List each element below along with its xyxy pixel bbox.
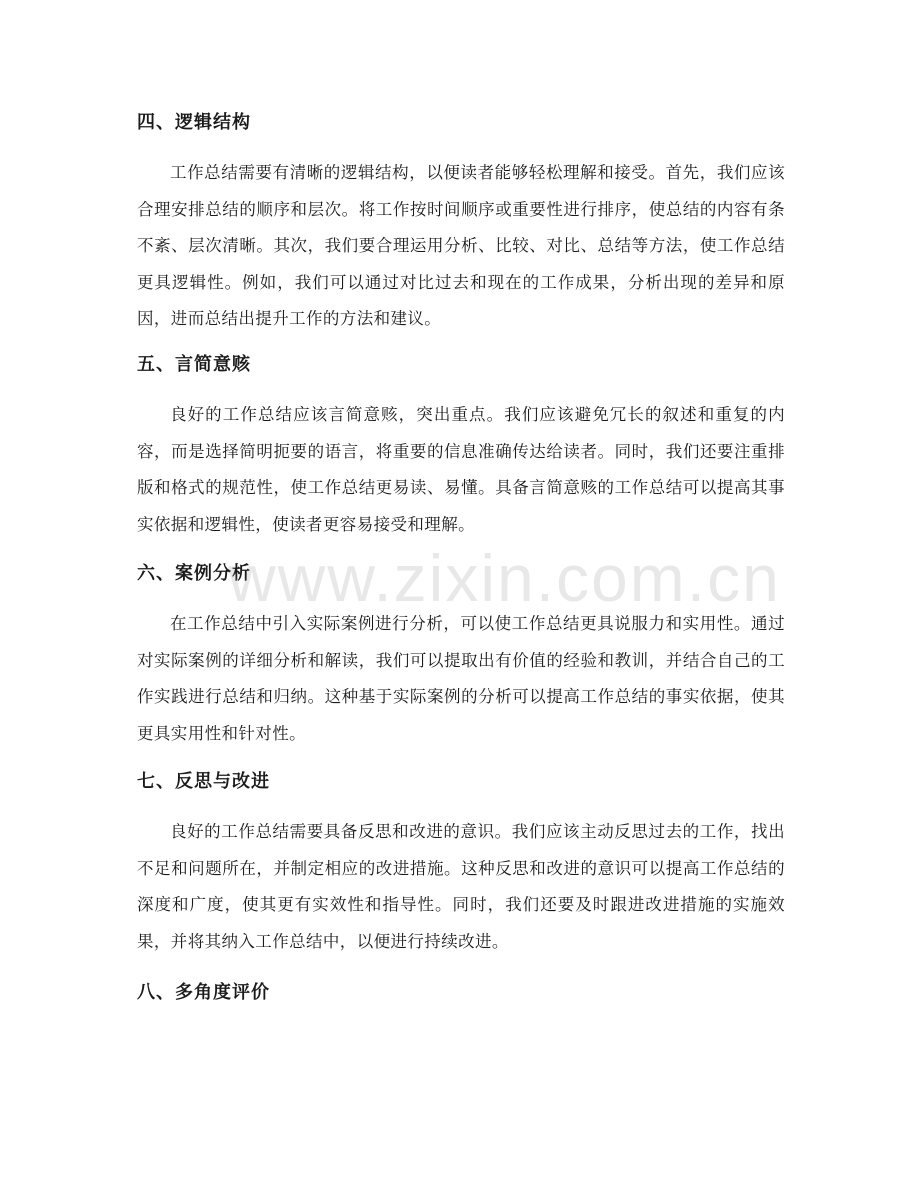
- section-paragraph-concise: 良好的工作总结应该言简意赅，突出重点。我们应该避免冗长的叙述和重复的内容，而是选择简明扼要的语言，将重要的信息准确传达给读者。同时，我们还要注重排版和格式的规范性，使工作总结更易读、易懂。具备言简意赅的工作总结可以提高其事实依据和逻辑性，使读者更容易接受和理解。: [137, 405, 785, 534]
- watermark-text: www.zixin.com.cn: [228, 541, 781, 615]
- section-heading-logic-structure: 四、逻辑结构: [137, 112, 251, 133]
- section-paragraph-reflection: 良好的工作总结需要具备反思和改进的意识。我们应该主动反思过去的工作，找出不足和问题所在，并制定相应的改进措施。这种反思和改进的意识可以提高工作总结的深度和广度，使其更有实效性和指导性。同时，我们还要及时跟进改进措施的实施效果，并将其纳入工作总结中，以便进行持续改进。: [137, 822, 785, 951]
- section-paragraph-case-analysis: 在工作总结中引入实际案例进行分析，可以使工作总结更具说服力和实用性。通过对实际案例的详细分析和解读，我们可以提取出有价值的经验和教训，并结合自己的工作实践进行总结和归纳。这种基于实际案例的分析可以提高工作总结的事实依据，使其更具实用性和针对性。: [137, 614, 785, 743]
- section-heading-concise: 五、言简意赅: [137, 354, 251, 375]
- section-paragraph-logic-structure: 工作总结需要有清晰的逻辑结构，以便读者能够轻松理解和接受。首先，我们应该合理安排总结的顺序和层次。将工作按时间顺序或重要性进行排序，使总结的内容有条不紊、层次清晰。其次，我们要合理运用分析、比较、对比、总结等方法，使工作总结更具逻辑性。例如，我们可以通过对比过去和现在的工作成果，分析出现的差异和原因，进而总结出提升工作的方法和建议。: [137, 163, 785, 328]
- section-heading-reflection: 七、反思与改进: [137, 771, 270, 792]
- section-heading-case-analysis: 六、案例分析: [137, 563, 251, 584]
- section-heading-multi-angle: 八、多角度评价: [137, 982, 270, 1003]
